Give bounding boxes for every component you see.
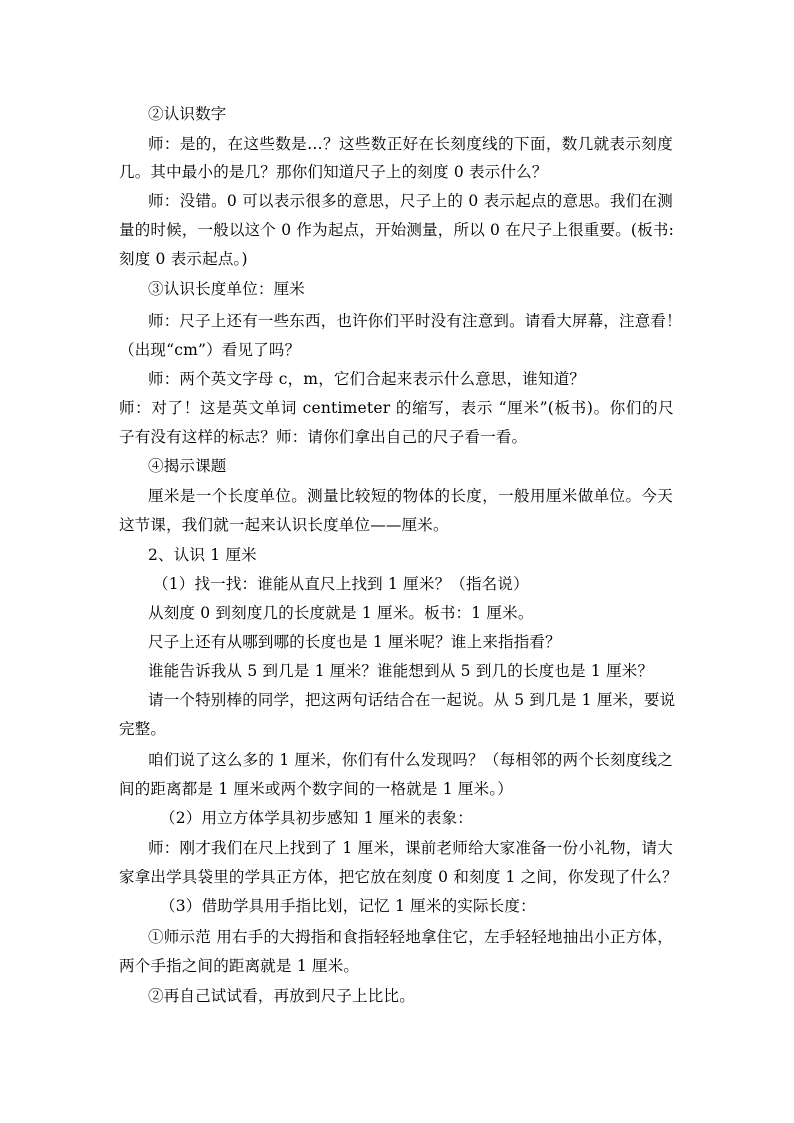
paragraph-line: 完整。 bbox=[119, 720, 167, 738]
paragraph-line: 这节课，我们就一起来认识长度单位——厘米。 bbox=[119, 516, 449, 534]
paragraph-line: 量的时候，一般以这个 0 作为起点，开始测量，所以 0 在尺子上很重要。(板书: bbox=[119, 221, 674, 239]
heading-length-unit: ③认识长度单位：厘米 bbox=[148, 280, 306, 298]
heading-know-one-cm: 2、认识 1 厘米 bbox=[148, 546, 257, 564]
paragraph-line: 谁能告诉我从 5 到几是 1 厘米？谁能想到从 5 到几的长度也是 1 厘米？ bbox=[148, 662, 654, 680]
paragraph-line: 几。其中最小的是几？那你们知道尺子上的刻度 0 表示什么？ bbox=[119, 163, 548, 181]
heading-reveal-topic: ④揭示课题 bbox=[148, 457, 227, 475]
paragraph-line: ①师示范 用右手的大拇指和食指轻轻地拿住它，左手轻轻地抽出小正方体， bbox=[148, 928, 673, 946]
paragraph-line: 间的距离都是 1 厘米或两个数字间的一格就是 1 厘米。） bbox=[119, 780, 513, 798]
paragraph-line: 请一个特别棒的同学，把这两句话结合在一起说。从 5 到几是 1 厘米，要说 bbox=[148, 691, 676, 709]
paragraph-line: （出现“cm”）看见了吗？ bbox=[119, 341, 301, 359]
paragraph-line: 师：两个英文字母 c，m，它们合起来表示什么意思，谁知道？ bbox=[148, 370, 586, 388]
paragraph-line: （3）借助学具用手指比划，记忆 1 厘米的实际长度： bbox=[160, 897, 536, 915]
heading-recognize-numbers: ②认识数字 bbox=[148, 105, 227, 123]
paragraph-line: （2）用立方体学具初步感知 1 厘米的表象： bbox=[160, 809, 473, 827]
paragraph-line: 师：对了！这是英文单词 centimeter 的缩写，表示 “厘米”(板书)。你们的尺 bbox=[119, 399, 674, 417]
paragraph-line: 师：没错。0 可以表示很多的意思，尺子上的 0 表示起点的意思。我们在测 bbox=[148, 192, 673, 210]
paragraph-line: 师：尺子上还有一些东西，也许你们平时没有注意到。请看大屏幕，注意看！ bbox=[148, 312, 682, 330]
paragraph-line: 家拿出学具袋里的学具正方体，把它放在刻度 0 和刻度 1 之间，你发现了什么？ bbox=[119, 868, 678, 886]
paragraph-line: 咱们说了这么多的 1 厘米，你们有什么发现吗？（每相邻的两个长刻度线之 bbox=[148, 751, 673, 769]
paragraph-line: 师：刚才我们在尺上找到了 1 厘米，课前老师给大家准备一份小礼物，请大 bbox=[148, 839, 673, 857]
paragraph-line: 厘米是一个长度单位。测量比较短的物体的长度，一般用厘米做单位。今天 bbox=[148, 487, 673, 505]
paragraph-line: ②再自己试试看，再放到尺子上比比。 bbox=[148, 987, 415, 1005]
paragraph-line: （1）找一找：谁能从直尺上找到 1 厘米？（指名说） bbox=[153, 575, 529, 593]
paragraph-line: 师：是的，在这些数是…？这些数正好在长刻度线的下面，数几就表示刻度 bbox=[148, 135, 673, 153]
paragraph-line: 从刻度 0 到刻度几的长度就是 1 厘米。板书：1 厘米。 bbox=[148, 604, 534, 622]
paragraph-line: 尺子上还有从哪到哪的长度也是 1 厘米呢？谁上来指指看？ bbox=[148, 633, 561, 651]
paragraph-line: 子有没有这样的标志？师：请你们拿出自己的尺子看一看。 bbox=[119, 428, 528, 446]
paragraph-line: 两个手指之间的距离就是 1 厘米。 bbox=[119, 957, 360, 975]
paragraph-line: 刻度 0 表示起点。) bbox=[119, 250, 248, 268]
